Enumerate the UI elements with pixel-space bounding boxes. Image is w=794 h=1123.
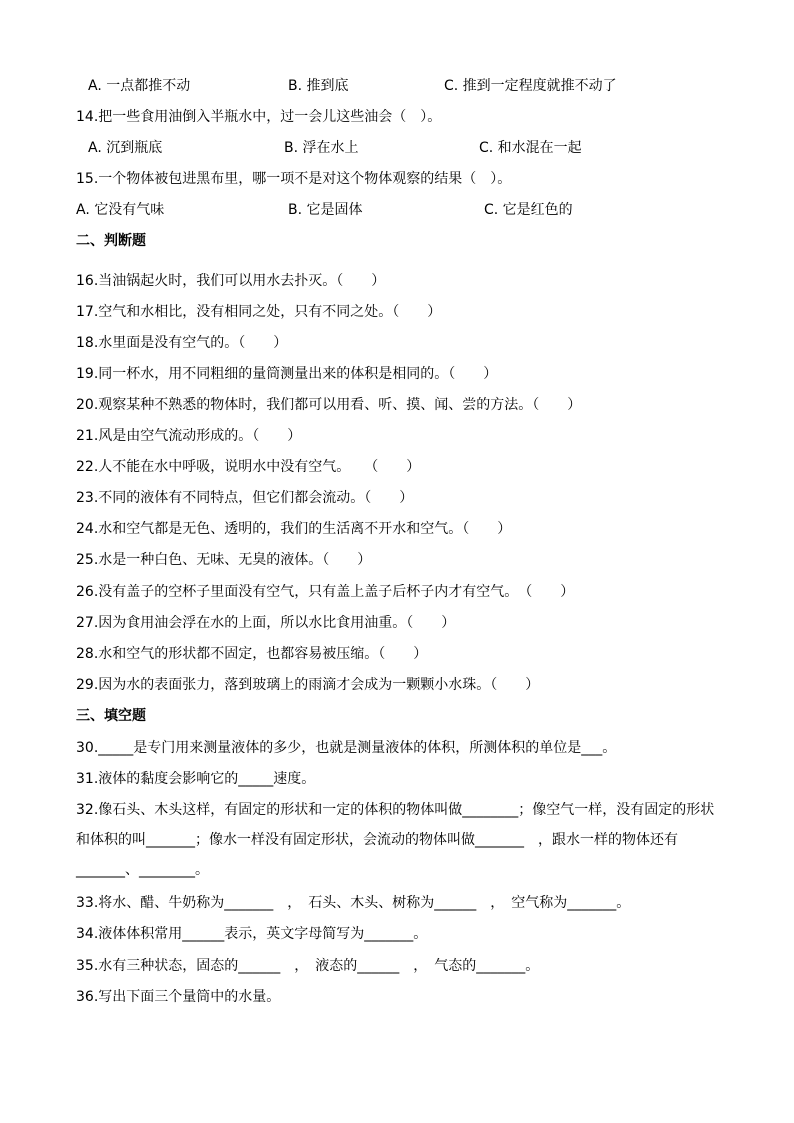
section-title-fill-blank: 三、填空题 — [76, 708, 146, 724]
q17-text: 17.空气和水相比，没有相同之处，只有不同之处。（ ） — [76, 304, 442, 320]
q23-text: 23.不同的液体有不同特点，但它们都会流动。（ ） — [76, 490, 414, 506]
section-title-judgement: 二、判断题 — [76, 233, 146, 249]
q32-text: 32.像石头、木头这样，有固定的形状和一定的体积的物体叫做________；像空气一样，没有固定的形状和体积的叫_______；像水一样没有固定形状，会流动的物体叫做_______ ，跟水一样的物体还有_______、________。 — [76, 802, 715, 878]
q15-option-b: B. 它是固体 — [288, 202, 363, 218]
q35-text: 35.水有三种状态，固态的______ ， 液态的______ ， 气态的_______。 — [76, 958, 540, 974]
q19-text: 19.同一杯水，用不同粗细的量筒测量出来的体积是相同的。（ ） — [76, 366, 498, 382]
q14-option-b: B. 浮在水上 — [284, 140, 359, 156]
q20-text: 20.观察某种不熟悉的物体时，我们都可以用看、听、摸、闻、尝的方法。（ ） — [76, 397, 582, 413]
q25-text: 25.水是一种白色、无味、无臭的液体。（ ） — [76, 552, 372, 568]
q15-option-c: C. 它是红色的 — [484, 202, 573, 218]
q13-option-b: B. 推到底 — [288, 78, 349, 94]
q13-option-a: A. 一点都推不动 — [88, 78, 191, 94]
q30-text: 30._____是专门用来测量液体的多少，也就是测量液体的体积，所测体积的单位是___。 — [76, 740, 617, 756]
q24-text: 24.水和空气都是无色、透明的，我们的生活离不开水和空气。（ ） — [76, 521, 512, 537]
q15-option-a: A. 它没有气味 — [76, 202, 165, 218]
q13-option-c: C. 推到一定程度就推不动了 — [444, 78, 617, 94]
q33-text: 33.将水、醋、牛奶称为_______ ， 石头、木头、树称为______ ， 空气称为_______。 — [76, 895, 631, 911]
q15-text: 15.一个物体被包进黑布里，哪一项不是对这个物体观察的结果（ ）。 — [76, 171, 512, 187]
q34-text: 34.液体体积常用______表示，英文字母简写为_______。 — [76, 926, 428, 942]
q36-text: 36.写出下面三个量筒中的水量。 — [76, 989, 281, 1005]
q16-text: 16.当油锅起火时，我们可以用水去扑灭。（ ） — [76, 273, 386, 289]
q28-text: 28.水和空气的形状都不固定，也都容易被压缩。（ ） — [76, 646, 428, 662]
q14-option-c: C. 和水混在一起 — [479, 140, 582, 156]
q31-text: 31.液体的黏度会影响它的_____速度。 — [76, 771, 316, 787]
q22-text: 22.人不能在水中呼吸，说明水中没有空气。 （ ） — [76, 459, 421, 475]
q27-text: 27.因为食用油会浮在水的上面，所以水比食用油重。（ ） — [76, 615, 456, 631]
q26-text: 26.没有盖子的空杯子里面没有空气，只有盖上盖子后杯子内才有空气。 （ ） — [76, 584, 575, 600]
q14-text: 14.把一些食用油倒入半瓶水中，过一会儿这些油会（ ）。 — [76, 109, 442, 125]
q21-text: 21.风是由空气流动形成的。（ ） — [76, 428, 302, 444]
q14-option-a: A. 沉到瓶底 — [88, 140, 163, 156]
q29-text: 29.因为水的表面张力，落到玻璃上的雨滴才会成为一颗颗小水珠。（ ） — [76, 677, 540, 693]
q18-text: 18.水里面是没有空气的。（ ） — [76, 335, 288, 351]
